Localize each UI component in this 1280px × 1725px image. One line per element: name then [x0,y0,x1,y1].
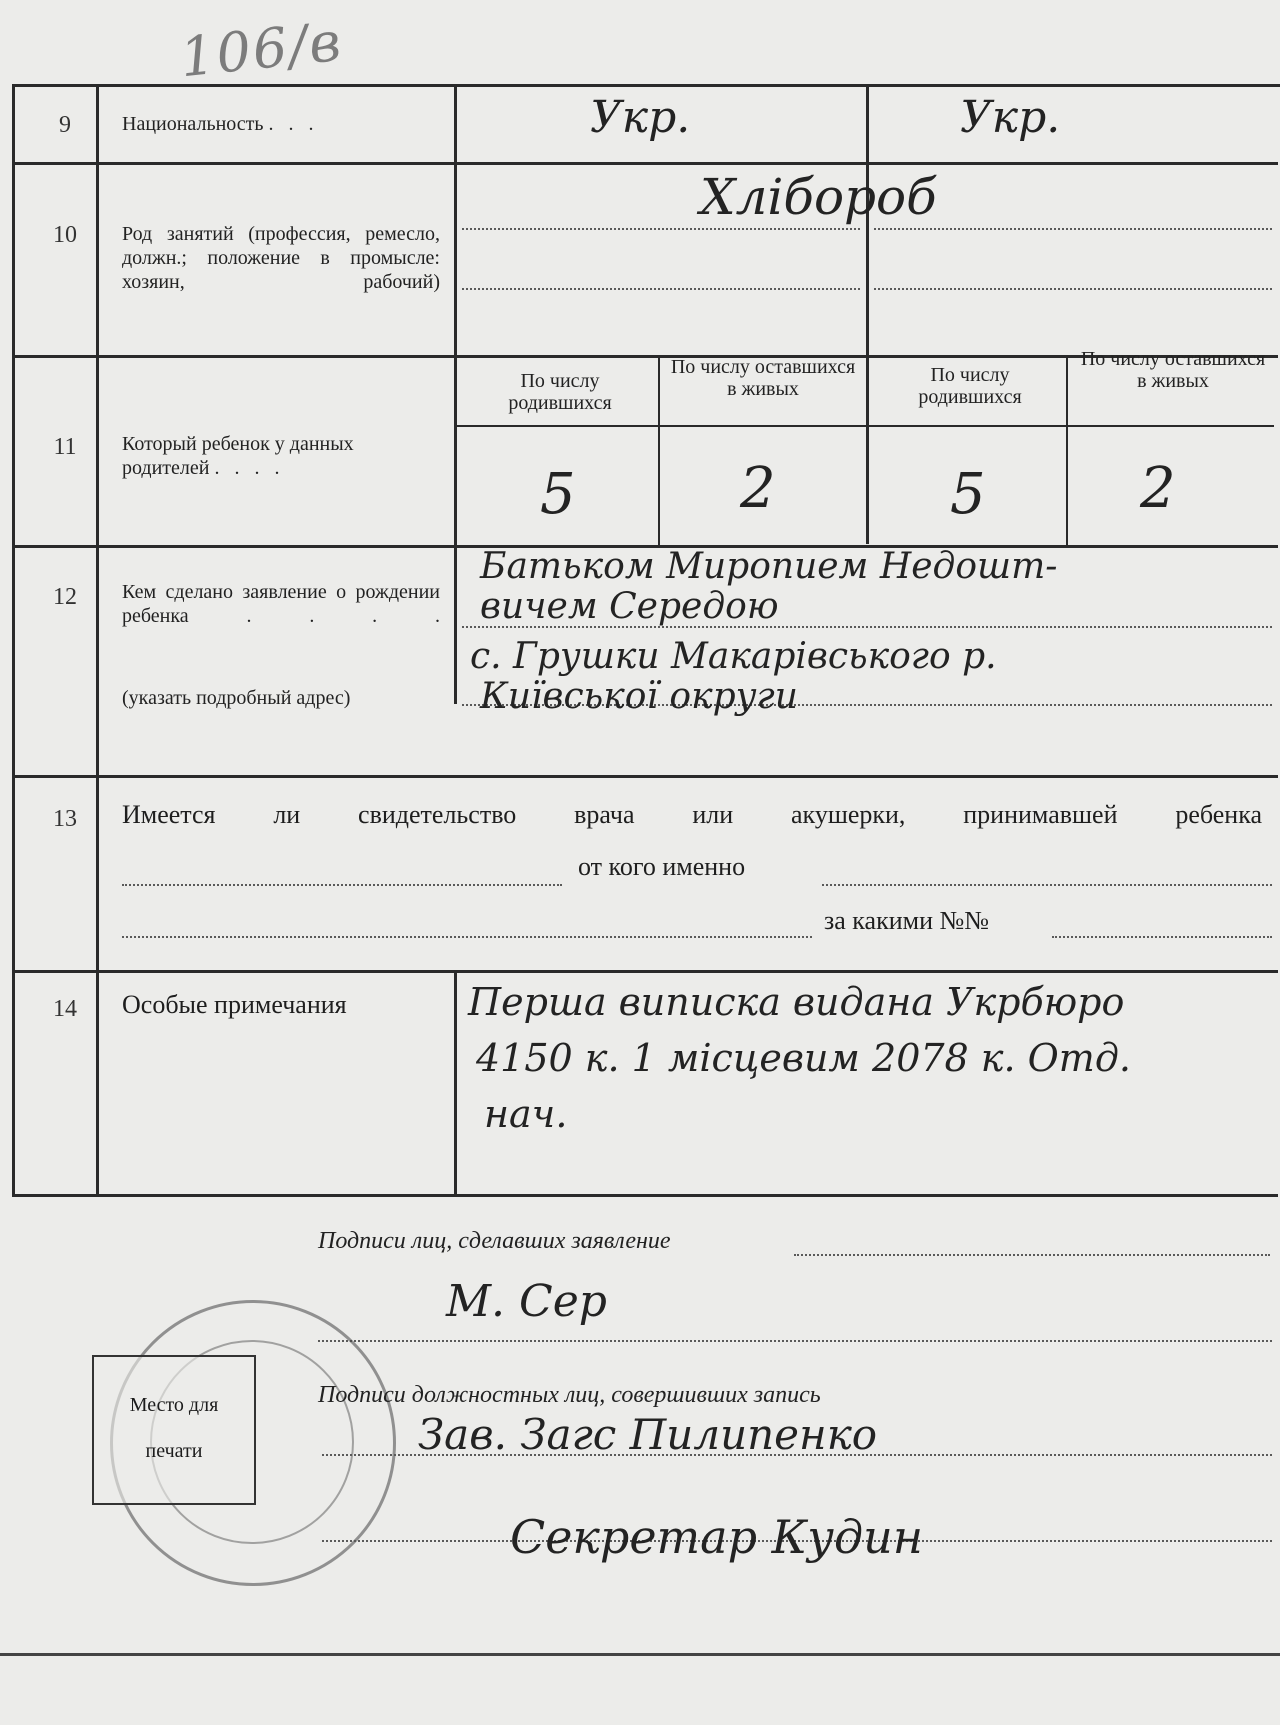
remarks-line1: Перша виписка видана Укрбюро [468,980,1125,1024]
father-alive-count: 2 [740,456,776,521]
row-separator [12,970,1278,973]
row-separator [12,1194,1278,1197]
remarks-line3: нач. [484,1092,568,1136]
declarant-address-line1: с. Грушки Макарівського р. [470,636,997,677]
declarant-address-line2: Київської округи [480,676,798,717]
dotted-line [794,1254,1270,1256]
row-11-number: 11 [53,434,77,460]
mother-alive-header: По числу оставшихся в живых [1080,348,1266,392]
applicants-signature-label: Подписи лиц, сделавших заявление [318,1228,671,1254]
remarks-column-line [454,972,457,1194]
remarks-label: Особые примечания [122,990,347,1019]
declarant-name-line2: вичем Середою [480,586,779,627]
officials-signature-label: Подписи должностных лиц, совершивших запись [318,1382,821,1408]
row-separator [12,162,1278,165]
father-subcolumn-line [658,355,660,545]
label-column-line [454,84,457,704]
dotted-line [122,936,812,938]
occupation-value: Хлібороб [700,168,937,226]
mother-alive-count: 2 [1140,456,1176,521]
dotted-line [1052,936,1272,938]
stamp-placeholder-box [92,1355,256,1505]
address-label: (указать подробный адрес) [122,687,351,709]
occupation-label: Род занятий (профессия, ремесло, должн.; положение в промысле: хозяин, рабочий) [122,223,440,293]
dotted-line [122,884,562,886]
father-nationality: Укр. [590,92,691,143]
declarant-label: Кем сделано заявление о рождении ребенка . . . . [122,581,440,627]
number-column-line [96,84,99,1194]
row-10-number: 10 [53,222,77,248]
dotted-line [822,884,1272,886]
from-whom-label: от кого именно [578,852,746,881]
declarant-name-line1: Батьком Миропием Недошт- [480,546,1058,587]
stamp-label-line2: печати [145,1440,203,1462]
mother-born-count: 5 [950,462,986,527]
mother-nationality: Укр. [960,92,1061,143]
row-14-number: 14 [53,996,77,1022]
row-9-number: 9 [59,112,71,138]
stamp-label-line1: Место для [129,1394,219,1416]
official-signature-2: Секретар Кудин [510,1510,924,1564]
dotted-line [462,288,860,290]
dotted-line [318,1340,1272,1342]
subheader-line [454,425,1274,427]
page-number: 106/в [177,9,346,90]
father-born-header: По числу родившихся [508,370,612,414]
dotted-line [462,228,860,230]
numbers-label: за какими №№ [824,906,990,935]
parents-column-line [866,84,869,544]
dotted-line [874,288,1272,290]
row-12-number: 12 [53,584,77,610]
certificate-question: Имеется ли свидетельство врача или акушерки, принимавшей ребенка [122,800,1262,829]
dotted-line [874,228,1272,230]
father-alive-header: По числу оставшихся в живых [670,356,856,400]
row-separator [12,775,1278,778]
nationality-label: Национальность . . . [122,113,314,135]
applicant-signature: М. Сер [446,1276,607,1327]
mother-born-header: По числу родившихся [918,364,1022,408]
child-order-label: Который ребенок у данных родителей . . . . [122,433,354,479]
mother-subcolumn-line [1066,355,1068,545]
page-bottom-border [0,1653,1280,1656]
father-born-count: 5 [540,462,576,527]
remarks-line2: 4150 к. 1 місцевим 2078 к. Отд. [476,1036,1131,1080]
row-13-number: 13 [53,806,77,832]
official-signature-1: Зав. Загс Пилипенко [418,1410,878,1459]
